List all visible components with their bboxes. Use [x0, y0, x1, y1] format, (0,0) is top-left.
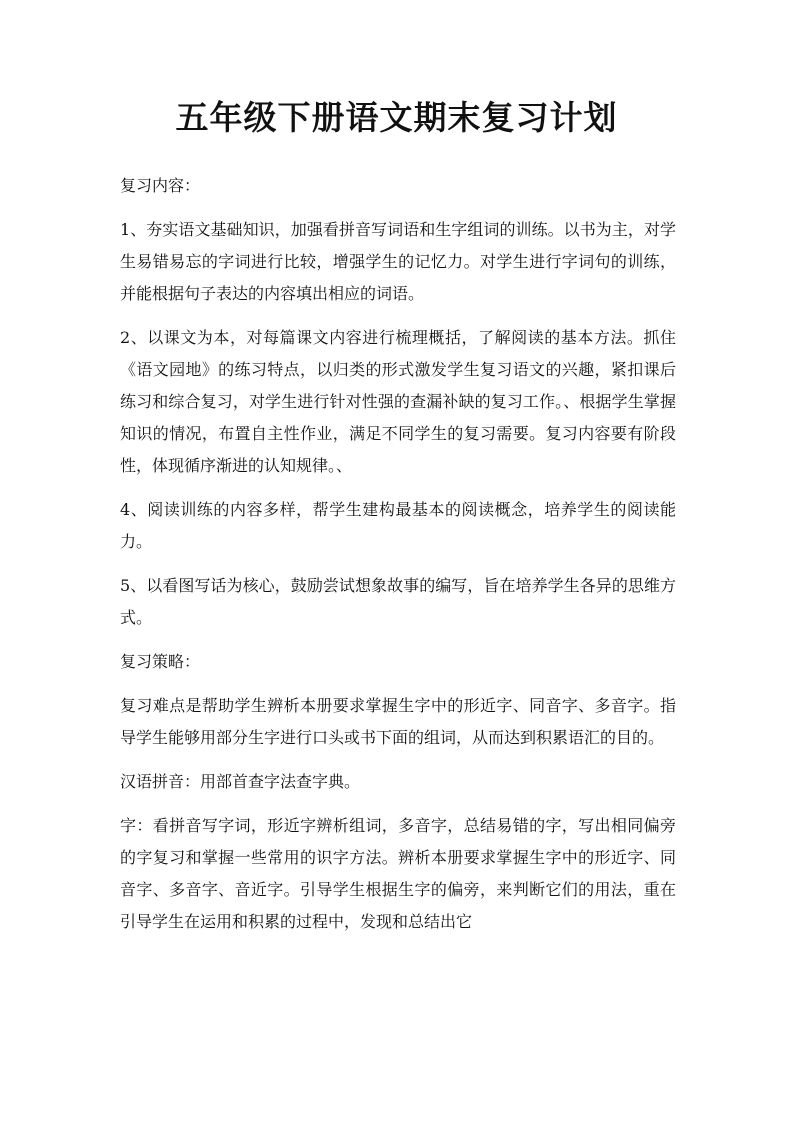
document-body	[120, 170, 676, 950]
paragraph-item-4: 4、阅读训练的内容多样，帮学生建构最基本的阅读概念，培养学生的阅读能力。	[120, 500, 676, 551]
section-heading-review-strategy: 复习策略：	[120, 652, 201, 671]
section-heading-review-content: 复习内容：	[120, 176, 201, 195]
paragraph-pinyin: 汉语拼音：用部首查字法查字典。	[120, 772, 361, 791]
paragraph-item-2: 2、以课文为本，对每篇课文内容进行梳理概括，了解阅读的基本方法。抓住《语文园地》的练习特点，以归类的形式激发学生复习语文的兴趣，紧扣课后练习和综合复习，对学生进行针对性强的查漏补缺的复习工作。、根据学生掌握知识的情况，布置自主性作业，满足不同学生的复习需要。复习内容要有阶段性，体现循序渐进的认知规律。、	[120, 328, 676, 475]
document-title: 五年级下册语文期末复习计划	[175, 98, 618, 137]
paragraph-item-5: 5、以看图写话为核心，鼓励尝试想象故事的编写，旨在培养学生各异的思维方式。	[120, 576, 676, 627]
paragraph-characters: 字：看拼音写字词，形近字辨析组词，多音字，总结易错的字，写出相同偏旁的字复习和掌握一些常用的识字方法。辨析本册要求掌握生字中的形近字、同音字、多音字、音近字。引导学生根据生字的偏旁，来判断它们的用法，重在引导学生在运用和积累的过程中，发现和总结出它	[120, 816, 676, 931]
paragraph-difficulty: 复习难点是帮助学生辨析本册要求掌握生字中的形近字、同音字、多音字。指导学生能够用部分生字进行口头或书下面的组词，从而达到积累语汇的目的。	[120, 696, 676, 747]
paragraph-item-1: 1、夯实语文基础知识，加强看拼音写词语和生字组词的训练。以书为主，对学生易错易忘的字词进行比较，增强学生的记忆力。对学生进行字词句的训练，并能根据句子表达的内容填出相应的词语。	[120, 220, 676, 303]
